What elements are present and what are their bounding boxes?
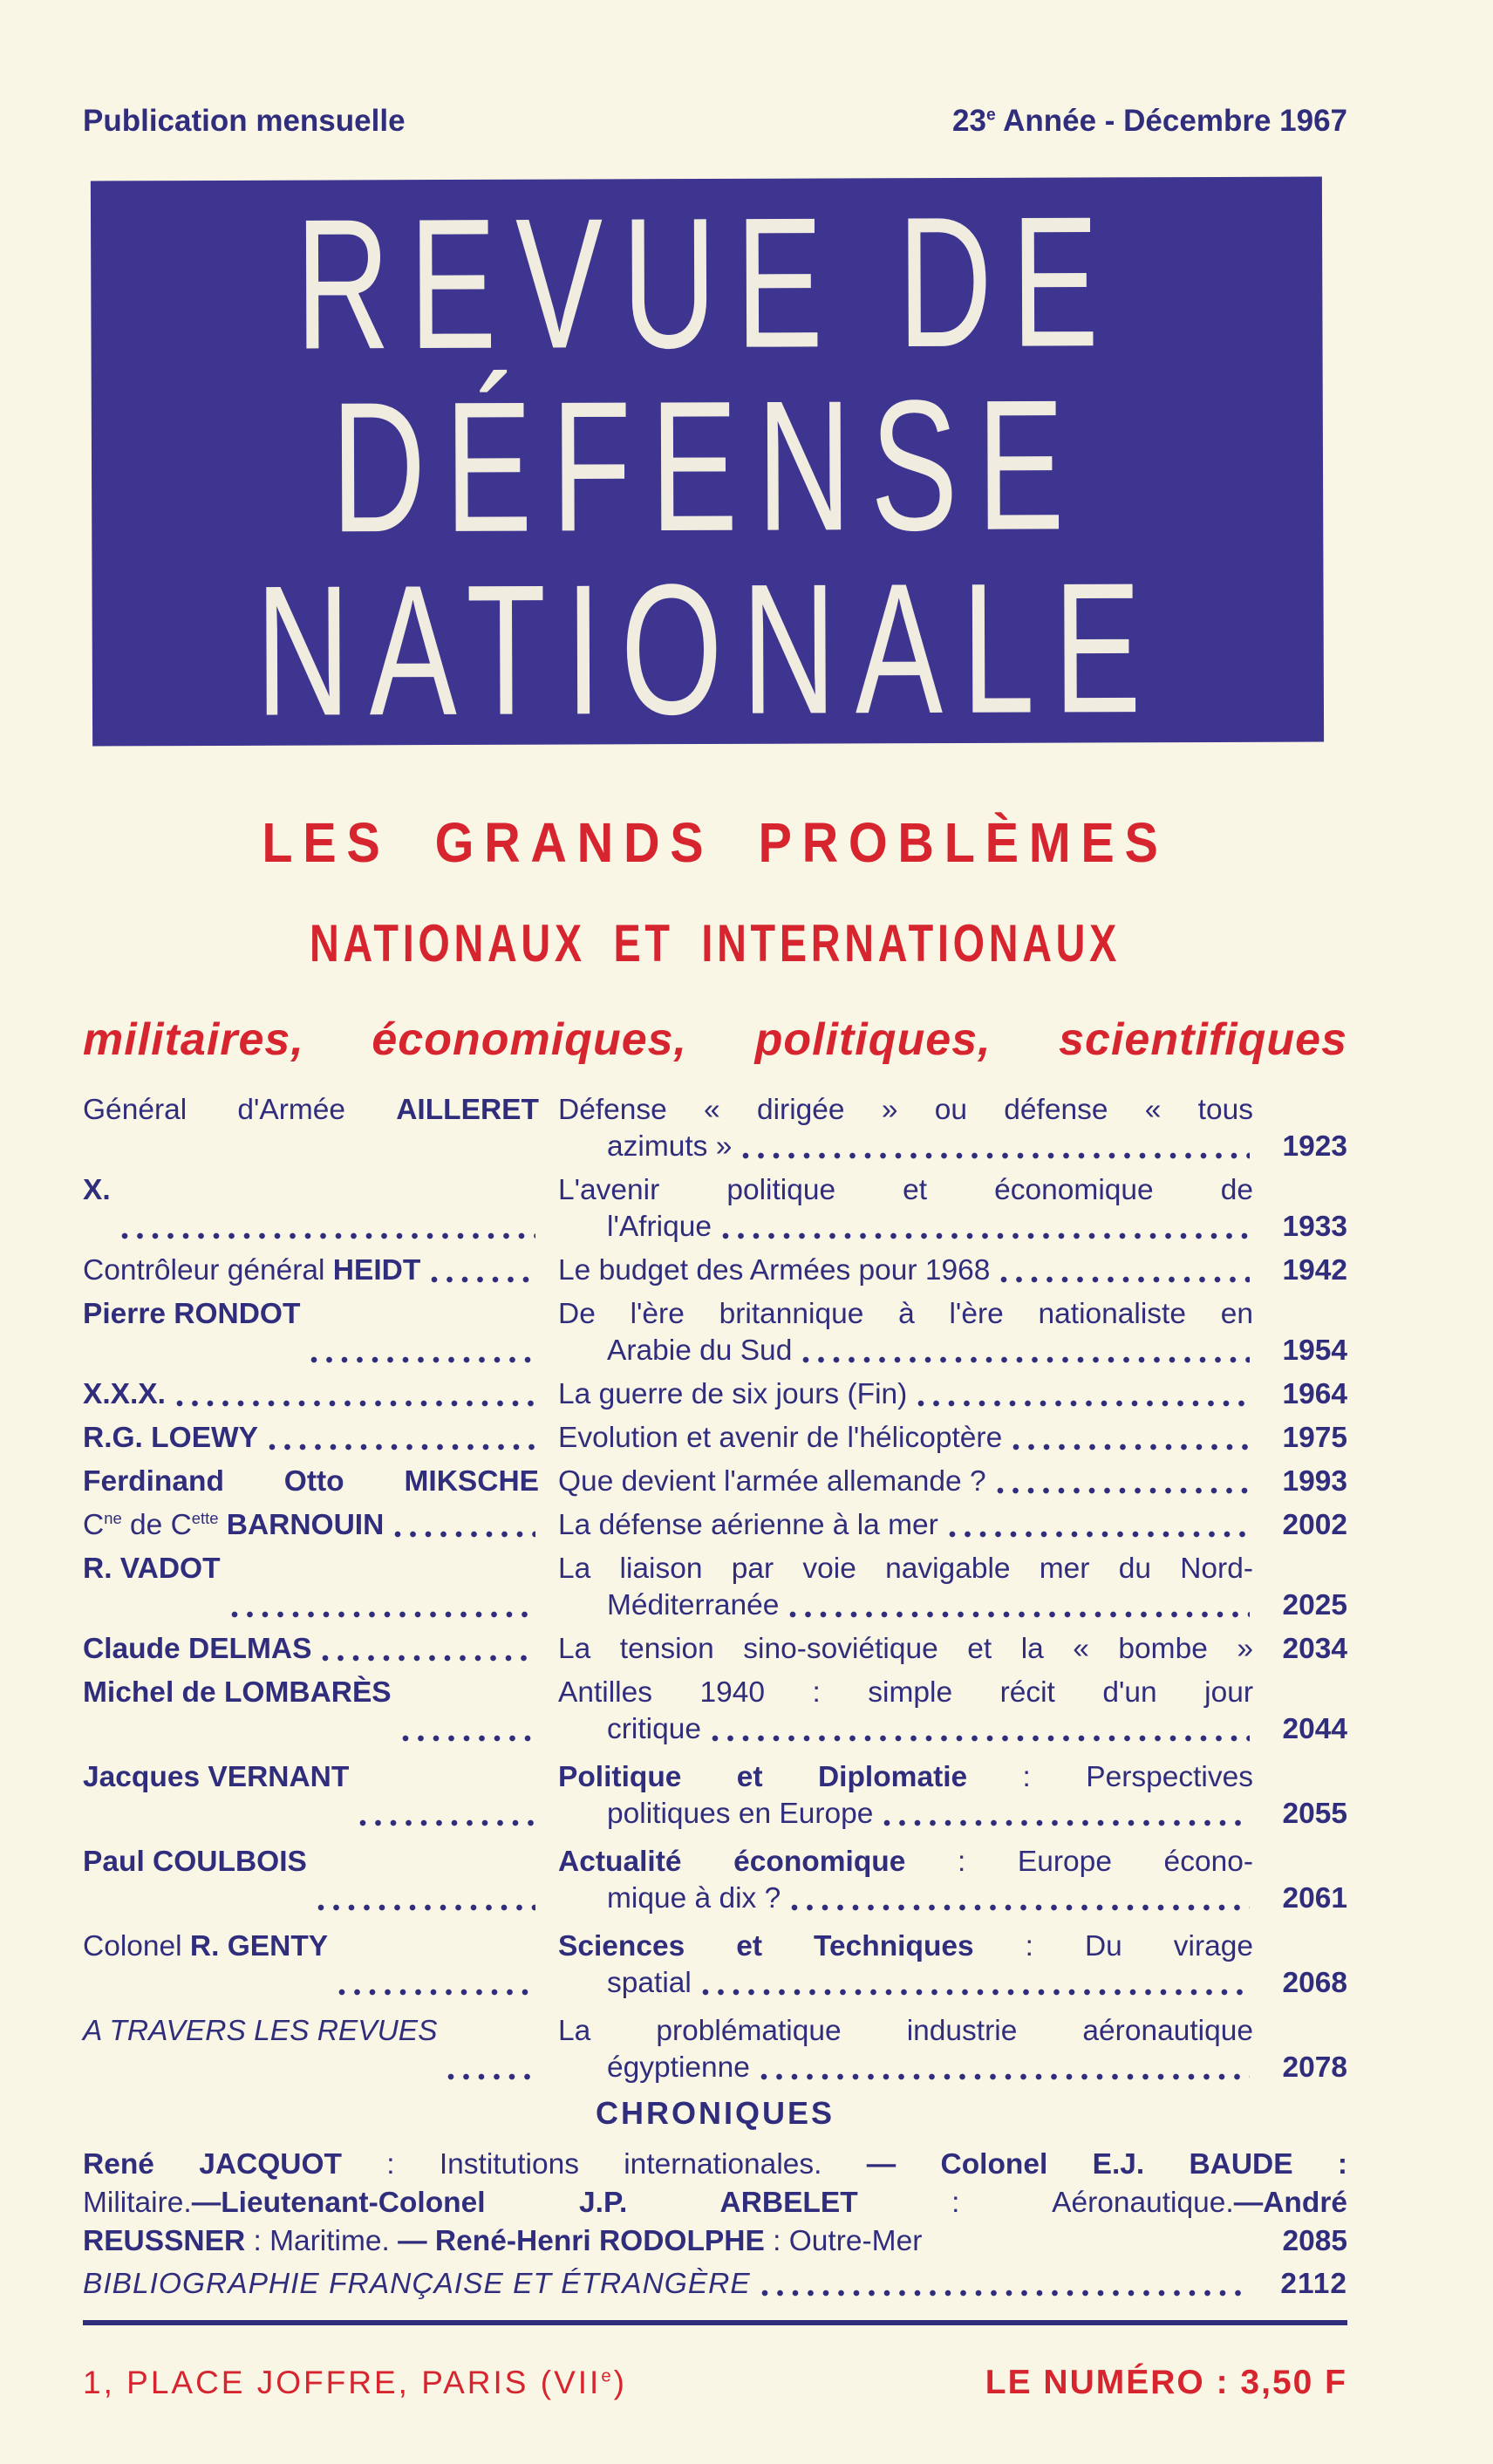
dot-leader xyxy=(883,1819,1250,1826)
text-segment: R. VADOT xyxy=(83,1553,221,1585)
text-segment: Antilles 1940 : simple récit d'un jour xyxy=(558,1676,1253,1709)
dot-leader xyxy=(310,1356,535,1363)
toc-title-text xyxy=(607,1129,732,1165)
toc-page-number: 1993 xyxy=(1282,1465,1347,1498)
toc-author-name xyxy=(83,1844,307,1917)
table-of-contents xyxy=(83,1092,1347,2086)
series-title-line-2: NATIONAUX ET INTERNATIONAUX xyxy=(309,914,1121,973)
text-segment: e xyxy=(601,2366,614,2386)
text-segment: Que devient l'armée allemande ? xyxy=(558,1465,986,1498)
toc-title-line xyxy=(558,1844,1253,1880)
text-segment: Sciences et Techniques xyxy=(558,1930,974,1962)
text-segment: L'avenir politique et économique de xyxy=(558,1174,1253,1206)
text-segment: mique à dix ? xyxy=(607,1882,781,1915)
text-segment: critique xyxy=(607,1713,701,1745)
toc-page-number: 1954 xyxy=(1282,1334,1347,1367)
toc-page-number: 1942 xyxy=(1282,1254,1347,1287)
text-segment xyxy=(218,1509,226,1541)
toc-title-cell xyxy=(558,1551,1253,1624)
text-segment: politiques en Europe xyxy=(607,1798,874,1830)
text-segment: ) xyxy=(613,2365,627,2400)
dot-leader xyxy=(789,1611,1250,1618)
text-segment: Actualité économique xyxy=(558,1846,906,1878)
dot-leader xyxy=(338,1989,535,1996)
text-segment: : Perspectives xyxy=(967,1761,1254,1793)
dot-leader xyxy=(176,1400,535,1407)
toc-author-name xyxy=(83,1631,311,1668)
toc-title-line xyxy=(558,1209,1253,1246)
text-segment: de C xyxy=(121,1509,192,1541)
text-segment: : Europe écono- xyxy=(905,1846,1253,1878)
toc-author-name xyxy=(83,1928,328,2002)
toc-title-cell xyxy=(558,1631,1253,1668)
series-topic-word: militaires, xyxy=(83,1014,304,1065)
text-segment: égyptienne xyxy=(607,2051,750,2084)
toc-author-cell xyxy=(83,1092,558,1165)
text-segment: ne xyxy=(104,1508,122,1527)
toc-title-line xyxy=(558,1551,1253,1587)
text-segment: A TRAVERS LES REVUES xyxy=(83,2015,438,2047)
dot-leader xyxy=(760,2073,1250,2080)
text-segment: REUSSNER xyxy=(83,2225,246,2257)
toc-title-line xyxy=(558,1507,1253,1544)
text-segment: René JACQUOT xyxy=(83,2148,342,2181)
toc-author-cell xyxy=(83,1172,558,1246)
toc-page-number: 1923 xyxy=(1282,1130,1347,1163)
toc-title-text xyxy=(607,1209,712,1246)
bibliography-label: BIBLIOGRAPHIE FRANÇAISE ET ÉTRANGÈRE xyxy=(83,2268,751,2300)
toc-author-name xyxy=(83,1759,349,1833)
toc-author-cell xyxy=(83,1928,558,2002)
toc-page-number: 1975 xyxy=(1282,1422,1347,1454)
toc-title-line xyxy=(558,1464,1253,1500)
toc-title-text xyxy=(558,1631,1253,1668)
toc-title-cell xyxy=(558,1675,1253,1748)
toc-author-name xyxy=(83,1507,384,1544)
chroniques-line xyxy=(83,2146,1347,2184)
dot-leader xyxy=(394,1531,535,1538)
toc-title-cell xyxy=(558,1296,1253,1369)
text-segment: La guerre de six jours (Fin) xyxy=(558,1378,908,1410)
spacer xyxy=(922,2222,1253,2261)
publisher-address xyxy=(83,2365,627,2401)
toc-title-text xyxy=(607,1880,781,1917)
dot-leader xyxy=(742,1152,1250,1159)
text-segment: Jacques VERNANT xyxy=(83,1761,350,1793)
text-segment: : Aéronautique. xyxy=(857,2187,1234,2219)
toc-title-text xyxy=(607,1796,873,1833)
toc-title-line xyxy=(558,1296,1253,1333)
dot-leader xyxy=(359,1819,535,1826)
toc-author-name xyxy=(83,1420,258,1457)
dot-leader xyxy=(322,1655,535,1662)
toc-author-name xyxy=(83,1464,539,1500)
toc-title-cell xyxy=(558,1172,1253,1246)
toc-author-cell xyxy=(83,1507,558,1544)
text-segment: Michel de LOMBARÈS xyxy=(83,1676,392,1709)
toc-row xyxy=(83,1092,1347,1165)
toc-author-cell xyxy=(83,1464,558,1500)
text-segment: 23 xyxy=(952,104,986,138)
toc-author-name xyxy=(83,1296,300,1369)
text-segment: X.X.X. xyxy=(83,1378,166,1410)
toc-author-name xyxy=(83,1376,166,1413)
toc-row xyxy=(83,1420,1347,1457)
toc-title-cell xyxy=(558,1420,1253,1457)
bibliography-page-number: 2112 xyxy=(1280,2268,1347,2300)
toc-title-text xyxy=(607,2050,750,2086)
text-segment: 1, PLACE JOFFRE, PARIS (VII xyxy=(83,2365,602,2400)
toc-author-cell xyxy=(83,1376,558,1413)
text-segment: Arabie du Sud xyxy=(607,1334,793,1367)
text-segment: Militaire. xyxy=(83,2187,192,2219)
toc-row xyxy=(83,1172,1347,1246)
dot-leader xyxy=(402,1735,535,1742)
toc-row xyxy=(83,1844,1347,1917)
toc-page-number: 2068 xyxy=(1282,1967,1347,1999)
toc-title-cell xyxy=(558,1464,1253,1500)
text-segment: Défense « dirigée » ou défense « tous xyxy=(558,1094,1253,1126)
text-segment: Année - Décembre 1967 xyxy=(995,104,1347,138)
toc-author-cell xyxy=(83,1420,558,1457)
toc-page-number: 2044 xyxy=(1282,1713,1347,1745)
toc-title-cell xyxy=(558,1928,1253,2002)
toc-title-line xyxy=(558,1587,1253,1624)
toc-author-cell xyxy=(83,1759,558,1833)
dot-leader xyxy=(722,1232,1250,1239)
toc-title-cell xyxy=(558,1844,1253,1917)
publication-frequency-label: Publication mensuelle xyxy=(83,104,406,138)
text-segment: R. GENTY xyxy=(189,1930,329,1962)
toc-author-cell xyxy=(83,1844,558,1917)
toc-row xyxy=(83,1631,1347,1668)
toc-title-text xyxy=(558,1420,1002,1457)
text-segment: Evolution et avenir de l'hélicoptère xyxy=(558,1422,1003,1454)
series-topics-line xyxy=(83,1014,1347,1066)
toc-author-name xyxy=(83,1675,392,1748)
text-segment: : Outre-Mer xyxy=(764,2225,923,2257)
text-segment: : Du virage xyxy=(973,1930,1253,1962)
text-segment: : Institutions internationales. xyxy=(341,2148,867,2181)
text-segment: l'Afrique xyxy=(607,1211,712,1243)
text-segment: Pierre RONDOT xyxy=(83,1298,301,1330)
masthead-line-3: NATIONALE xyxy=(255,543,1161,755)
toc-row xyxy=(83,1928,1347,2002)
chroniques-page-number: 2085 xyxy=(1282,2225,1347,2257)
text-segment: —André xyxy=(1233,2187,1348,2219)
toc-page-number: 2055 xyxy=(1282,1798,1347,1830)
text-segment: La liaison par voie navigable mer du Nord- xyxy=(558,1553,1253,1585)
toc-author-name xyxy=(83,2013,437,2086)
toc-title-line xyxy=(558,1965,1253,2002)
toc-title-cell xyxy=(558,1252,1253,1289)
dot-leader xyxy=(791,1904,1250,1911)
chroniques-heading: CHRONIQUES xyxy=(595,2095,835,2131)
toc-page-number: 1933 xyxy=(1282,1211,1347,1243)
toc-author-cell xyxy=(83,1675,558,1748)
text-segment: —Lieutenant-Colonel J.P. ARBELET xyxy=(191,2187,858,2219)
toc-title-line xyxy=(558,1796,1253,1833)
toc-page-number: 1964 xyxy=(1282,1378,1347,1410)
toc-title-cell xyxy=(558,1507,1253,1544)
dot-leader xyxy=(431,1276,535,1283)
series-topic-word: politiques, xyxy=(754,1014,992,1065)
toc-title-text xyxy=(558,1376,907,1413)
chroniques-line xyxy=(83,2184,1347,2222)
text-segment: Le budget des Armées pour 1968 xyxy=(558,1254,991,1287)
divider-rule xyxy=(83,2320,1347,2325)
dot-leader xyxy=(317,1904,535,1911)
toc-title-text xyxy=(607,1333,792,1369)
toc-page-number: 2034 xyxy=(1282,1633,1347,1665)
toc-title-line xyxy=(558,1333,1253,1369)
text-segment: Ferdinand Otto MIKSCHE xyxy=(83,1465,539,1498)
text-segment: R.G. LOEWY xyxy=(83,1422,258,1454)
toc-row xyxy=(83,1464,1347,1500)
text-segment: azimuts » xyxy=(607,1130,733,1163)
masthead-line-2: DÉFENSE xyxy=(331,360,1084,571)
toc-title-line xyxy=(558,1631,1253,1668)
toc-title-line xyxy=(558,1759,1253,1796)
toc-author-name xyxy=(83,1551,221,1624)
dot-leader xyxy=(269,1444,535,1450)
text-segment: Méditerranée xyxy=(607,1589,780,1621)
toc-row xyxy=(83,1759,1347,1833)
toc-title-line xyxy=(558,1711,1253,1748)
toc-title-line xyxy=(558,1420,1253,1457)
text-segment: La problématique industrie aéronautique xyxy=(558,2015,1253,2047)
text-segment: BARNOUIN xyxy=(226,1509,385,1541)
toc-page-number: 2002 xyxy=(1282,1509,1347,1541)
toc-title-line xyxy=(558,2050,1253,2086)
toc-page-number: 2025 xyxy=(1282,1589,1347,1621)
toc-row xyxy=(83,1252,1347,1289)
toc-title-text xyxy=(607,1587,779,1624)
text-segment: C xyxy=(83,1509,105,1541)
toc-title-text xyxy=(607,1965,692,2002)
toc-row xyxy=(83,1376,1347,1413)
chroniques-line xyxy=(83,2222,1347,2261)
text-segment: AILLERET xyxy=(396,1094,539,1126)
series-topic-word: scientifiques xyxy=(1059,1014,1347,1065)
text-segment: spatial xyxy=(607,1967,692,1999)
text-segment: Politique et Diplomatie xyxy=(558,1761,968,1793)
toc-author-cell xyxy=(83,1631,558,1668)
series-title-line-1: LES GRANDS PROBLÈMES xyxy=(262,811,1169,874)
toc-author-name xyxy=(83,1172,111,1246)
toc-row xyxy=(83,1675,1347,1748)
series-topic-word: économiques, xyxy=(372,1014,687,1065)
toc-title-cell xyxy=(558,1092,1253,1165)
toc-row xyxy=(83,1551,1347,1624)
text-segment: Général d'Armée xyxy=(83,1094,397,1126)
dot-leader xyxy=(1012,1444,1250,1450)
chroniques-paragraph xyxy=(83,2146,1347,2261)
toc-row xyxy=(83,1296,1347,1369)
dot-leader xyxy=(121,1232,535,1239)
toc-title-cell xyxy=(558,2013,1253,2086)
toc-title-cell xyxy=(558,1759,1253,1833)
dot-leader xyxy=(949,1531,1250,1538)
toc-title-text xyxy=(607,1711,701,1748)
series-title-block xyxy=(83,810,1347,1066)
dot-leader xyxy=(231,1611,535,1618)
toc-title-text xyxy=(558,1252,990,1289)
masthead-line-1: REVUE DE xyxy=(295,177,1119,388)
dot-leader xyxy=(702,1989,1250,1996)
issue-date-label xyxy=(952,103,1347,139)
header xyxy=(83,103,1347,139)
toc-page-number: 2061 xyxy=(1282,1882,1347,1915)
text-segment: — Colonel E.J. BAUDE : xyxy=(866,2148,1348,2181)
toc-title-line xyxy=(558,1172,1253,1209)
toc-title-line xyxy=(558,1675,1253,1711)
toc-author-name xyxy=(83,1092,539,1165)
toc-row xyxy=(83,1507,1347,1544)
masthead-box xyxy=(91,177,1324,755)
text-segment: — René-Henri RODOLPHE xyxy=(398,2225,765,2257)
toc-title-line xyxy=(558,2013,1253,2050)
dot-leader xyxy=(447,2073,535,2080)
toc-author-cell xyxy=(83,1252,558,1289)
dot-leader xyxy=(1000,1276,1250,1283)
text-segment: : Maritime. xyxy=(245,2225,399,2257)
dot-leader xyxy=(997,1487,1250,1494)
text-segment: La défense aérienne à la mer xyxy=(558,1509,938,1541)
text-segment: Colonel xyxy=(83,1930,190,1962)
chroniques-line-text xyxy=(83,2222,922,2261)
toc-title-text xyxy=(558,1507,938,1544)
toc-page-number: 2078 xyxy=(1282,2051,1347,2084)
toc-author-cell xyxy=(83,2013,558,2086)
text-segment: X. xyxy=(83,1174,111,1206)
toc-title-line xyxy=(558,1252,1253,1289)
bibliography-row xyxy=(83,2266,1347,2303)
toc-row xyxy=(83,2013,1347,2086)
toc-author-name xyxy=(83,1252,420,1289)
issue-price: LE NUMÉRO : 3,50 F xyxy=(985,2364,1347,2401)
toc-title-line xyxy=(558,1880,1253,1917)
text-segment: De l'ère britannique à l'ère nationaliste en xyxy=(558,1298,1253,1330)
text-segment: ette xyxy=(191,1508,219,1527)
text-segment: e xyxy=(985,106,996,125)
dot-leader xyxy=(802,1356,1250,1363)
footer xyxy=(83,2364,1347,2402)
toc-title-line xyxy=(558,1092,1253,1129)
toc-author-cell xyxy=(83,1296,558,1369)
toc-title-text xyxy=(558,1464,986,1500)
toc-author-cell xyxy=(83,1551,558,1624)
text-segment: HEIDT xyxy=(332,1254,421,1287)
text-segment: La tension sino-soviétique et la « bombe » xyxy=(558,1633,1253,1665)
toc-title-line xyxy=(558,1376,1253,1413)
text-segment: Claude DELMAS xyxy=(83,1633,312,1665)
dot-leader xyxy=(917,1400,1250,1407)
dot-leader xyxy=(712,1735,1250,1742)
toc-title-cell xyxy=(558,1376,1253,1413)
toc-title-line xyxy=(558,1928,1253,1965)
toc-title-line xyxy=(558,1129,1253,1165)
text-segment: Contrôleur général xyxy=(83,1254,333,1287)
text-segment: Paul COULBOIS xyxy=(83,1846,307,1878)
dot-leader xyxy=(761,2290,1250,2297)
